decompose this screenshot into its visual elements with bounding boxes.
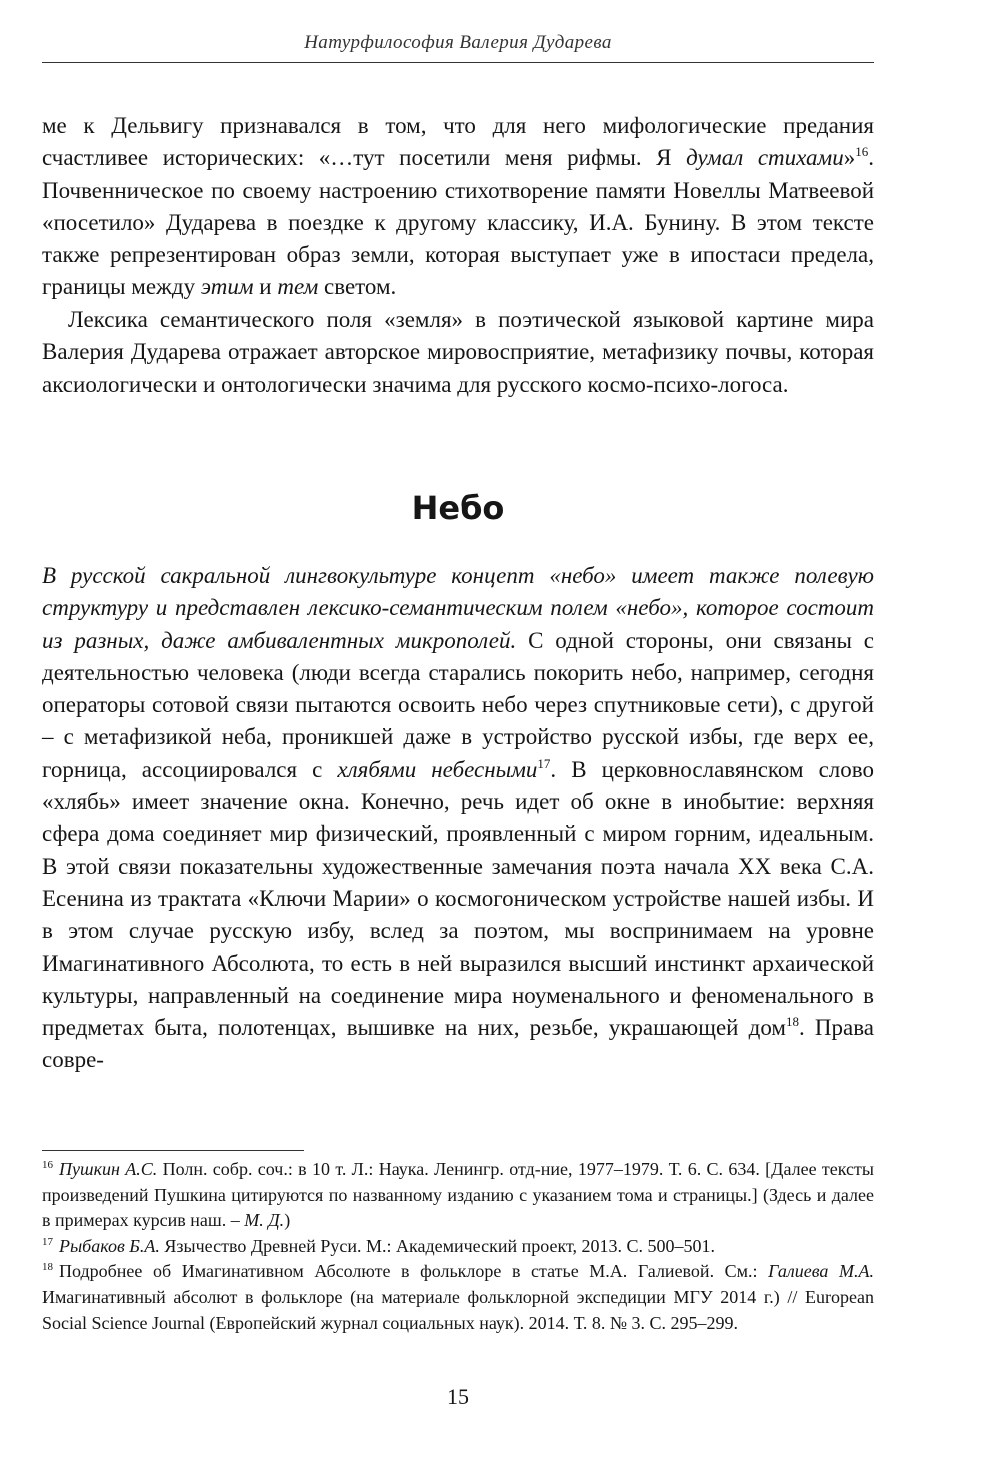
paragraph-text	[42, 560, 874, 1077]
author-name: Пушкин А.С.	[59, 1159, 158, 1179]
running-head: Натурфилософия Валерия Дударева	[304, 32, 612, 53]
text-run: С одной стороны, они связаны с деятельностью человека (люди всегда старались покорить небо, например, сегодня операторы сотовой связи пытаются освоить небо через спутниковые сети), с другой – с метафизикой неба, проникшей даже в устройство русской избы, где верх ее, горница, ассоциировался с	[42, 627, 874, 782]
text-run: . В церковнославянском слово «хлябь» имеет значение окна. Конечно, речь идет об окне в инобытие: верхняя сфера дома соединяет мир физический, проявленный с миром горним, идеальным. В этой связи показательны художественные замечания поэта начала XX века С.А. Есенина из трактата «Ключи Марии» о космогоническом устройстве нашей избы. И в этом случае русскую избу, вслед за поэтом, мы воспринимаем на уровне Имагинативного Абсолюта, то есть в ней выразился высший инстинкт архаической культуры, направленный на соединение мира ноуменального и феноменального в предметах быта, полотенцах, вышивке на них, резьбе, украшающей дом	[42, 756, 874, 1041]
footnote-17	[42, 1234, 874, 1260]
paragraph-lexicon	[42, 304, 874, 401]
author-initials: М. Д.	[244, 1210, 285, 1231]
text-run: и	[253, 274, 278, 300]
footnote-text: Язычество Древней Руси. М.: Академический проект, 2013. С. 500–501.	[159, 1235, 715, 1256]
footnote-ref-16[interactable]: 16	[855, 144, 869, 160]
footnote-text: Имагинативный абсолют в фольклоре (на материале фольклорной экспедиции МГУ 2014 г.) // European Social Science Journal (Европейский журнал социальных наук). 2014. Т. 8. № 3. С. 295–299.	[42, 1286, 874, 1333]
italic-quote: думал стихами	[686, 145, 844, 171]
text-run: »	[843, 145, 856, 171]
footnote-text: Полн. собр. соч.: в 10 т. Л.: Наука. Ленингр. отд-ние, 1977–1979. Т. 6. С. 634. [Далее тексты произведений Пушкина цитируются по названному изданию с указанием тома и страницы.] (Здесь и далее в примерах курсив наш. –	[42, 1159, 874, 1231]
author-name: Рыбаков Б.А.	[59, 1235, 160, 1256]
paragraph-continued	[42, 110, 874, 304]
page-number: 15	[447, 1384, 469, 1409]
paragraph-sky	[42, 560, 874, 1077]
footnote-text: )	[284, 1210, 291, 1231]
text-run: . Права совре-	[42, 1015, 874, 1073]
italic-word: этим	[200, 274, 254, 300]
author-name: Галиева М.А.	[768, 1261, 874, 1282]
footnote-number: 18	[42, 1261, 53, 1274]
footnote-number: 17	[42, 1235, 53, 1248]
footnote-16	[42, 1157, 874, 1234]
text-run: светом.	[318, 274, 397, 300]
paragraph-text: Лексика семантического поля «земля» в поэтической языковой картине мира Валерия Дударева отражает авторское мировосприятие, метафизику почвы, которая аксиологически и онтологически значима для русского космо-психо-логоса.	[42, 307, 874, 397]
footnotes	[42, 1157, 874, 1336]
text-run: . Почвенническое по своему настроению стихотворение памяти Новеллы Матвеевой «посетило» Дударева в поездке к другому классику, И.А. Бунину. В этом тексте также репрезентирован образ земли, которая выступает уже в ипостаси предела, границы между	[42, 145, 874, 300]
text-run: ме к Дельвигу признавался в том, что для него мифологические предания счастливее исторических: «…тут посетили меня рифмы. Я	[42, 113, 874, 171]
italic-lead: В русской сакральной лингвокультуре концепт «небо» имеет также полевую структуру и представлен лексико-семантическим полем «небо», которое состоит из разных, даже амбивалентных микрополей.	[42, 563, 874, 653]
footnote-18	[42, 1259, 874, 1336]
footnote-number: 16	[42, 1159, 53, 1171]
italic-phrase: хлябями небесными	[337, 756, 538, 782]
footnote-ref-18[interactable]: 18	[785, 1014, 799, 1030]
paragraph-text	[42, 110, 874, 304]
footnote-text: Подробнее об Имагинативном Абсолюте в фольклоре в статье М.А. Галиевой. См.:	[59, 1261, 769, 1282]
italic-word: тем	[277, 274, 319, 300]
header-divider	[42, 62, 874, 63]
section-heading: Небо	[411, 489, 505, 527]
footnote-divider	[42, 1150, 304, 1151]
footnote-ref-17[interactable]: 17	[537, 755, 551, 771]
